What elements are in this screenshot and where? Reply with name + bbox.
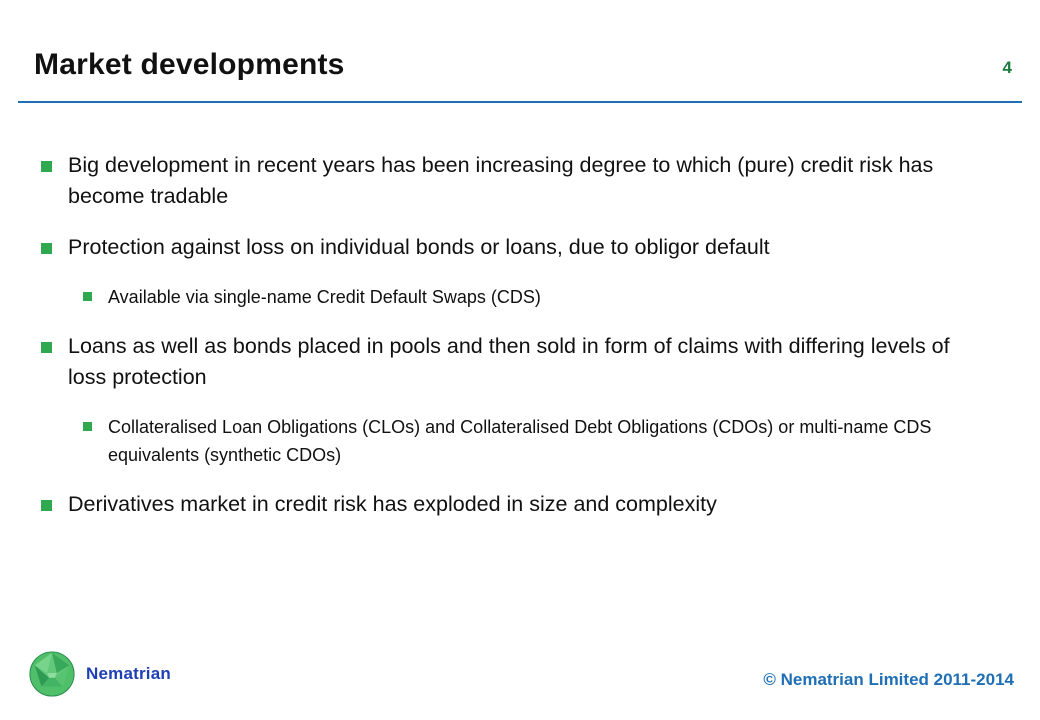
bullet-item bbox=[0, 331, 1040, 393]
bullet-text: Loans as well as bonds placed in pools and then sold in form of claims with differing levels of loss protection bbox=[68, 334, 950, 389]
title-divider bbox=[18, 101, 1022, 103]
square-bullet-icon bbox=[41, 342, 52, 353]
bullet-text: Big development in recent years has been increasing degree to which (pure) credit risk has become tradable bbox=[68, 153, 934, 208]
bullet-item bbox=[0, 489, 1040, 520]
copyright-text: © Nematrian Limited 2011-2014 bbox=[763, 670, 1014, 689]
slide-number: 4 bbox=[1002, 58, 1012, 77]
page-title: Market developments bbox=[34, 48, 345, 81]
sub-bullet-item bbox=[0, 413, 1040, 469]
bullet-text: Collateralised Loan Obligations (CLOs) and Collateralised Debt Obligations (CDOs) or multi-name CDS equivalents (synthetic CDOs) bbox=[108, 417, 932, 465]
slide-header bbox=[0, 48, 1040, 104]
sub-bullet-item bbox=[0, 283, 1040, 311]
slide-body bbox=[0, 150, 1040, 540]
bullet-text: Protection against loss on individual bonds or loans, due to obligor default bbox=[68, 235, 770, 259]
bullet-item bbox=[0, 150, 1040, 212]
bullet-text: Available via single-name Credit Default Swaps (CDS) bbox=[108, 287, 541, 307]
square-bullet-icon bbox=[83, 292, 92, 301]
square-bullet-icon bbox=[41, 161, 52, 172]
square-bullet-icon bbox=[83, 422, 92, 431]
brand-name: Nematrian bbox=[86, 664, 171, 683]
bullet-item bbox=[0, 232, 1040, 263]
slide-footer bbox=[0, 630, 1040, 720]
bullet-text: Derivatives market in credit risk has exploded in size and complexity bbox=[68, 492, 717, 516]
square-bullet-icon bbox=[41, 500, 52, 511]
polygon-sphere-icon bbox=[28, 650, 76, 698]
brand-logo bbox=[28, 650, 171, 698]
square-bullet-icon bbox=[41, 243, 52, 254]
